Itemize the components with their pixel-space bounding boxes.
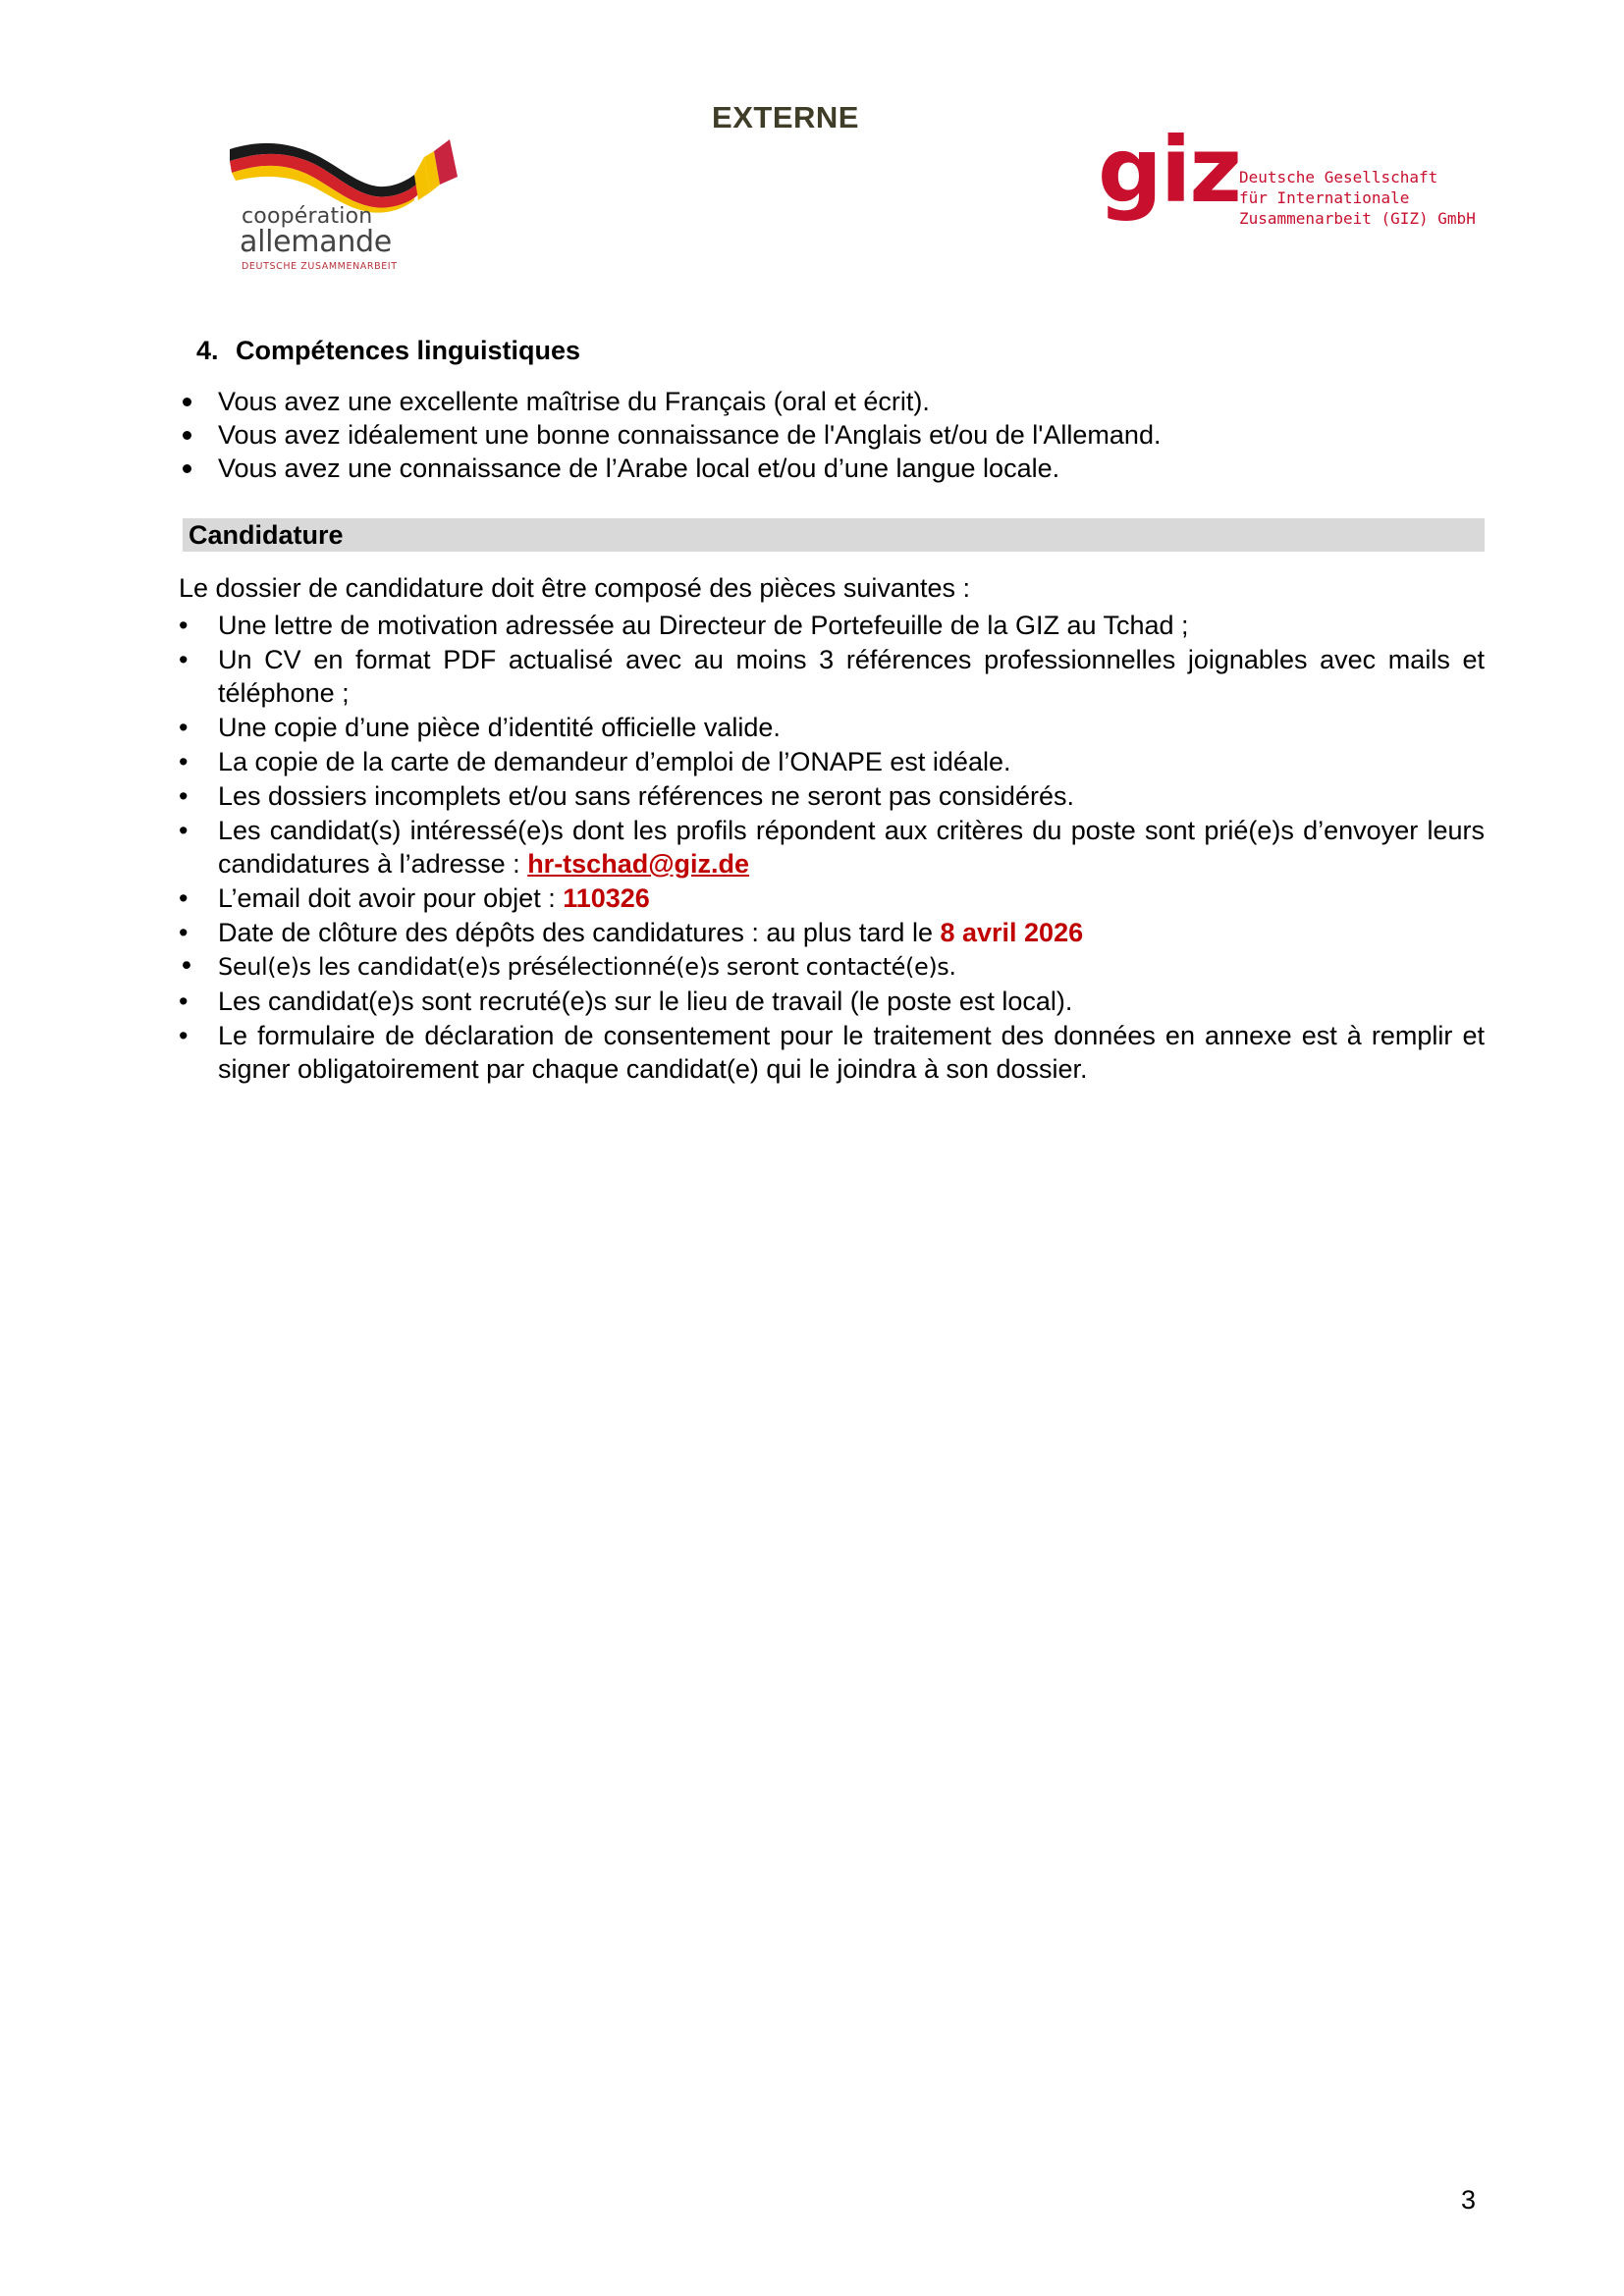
- document-body: [179, 334, 1485, 1087]
- page-number: 3: [1461, 2185, 1477, 2215]
- candidature-heading: Candidature: [183, 518, 1485, 552]
- list-item: [179, 814, 1485, 881]
- list-item: Vous avez idéalement une bonne connaissance de l'Anglais et/ou de l'Allemand.: [179, 418, 1485, 452]
- list-item: • Les candidat(e)s sont recruté(e)s sur le lieu de travail (le poste est local).: [179, 985, 1485, 1018]
- classification-label: EXTERNE: [712, 100, 859, 134]
- list-item: • Une copie d’une pièce d’identité officielle valide.: [179, 711, 1485, 744]
- giz-logo: [1098, 118, 1490, 255]
- email-subject-text: L’email doit avoir pour objet :: [218, 883, 564, 913]
- section-title: Compétences linguistiques: [236, 336, 581, 365]
- list-item: • Les dossiers incomplets et/ou sans références ne seront pas considérés.: [179, 779, 1485, 813]
- giz-line-1: Deutsche Gesellschaft: [1239, 168, 1438, 187]
- list-item: • Seul(e)s les candidat(e)s présélectionné(e)s seront contacté(e)s.: [179, 950, 1485, 984]
- candidature-requirements-list: [179, 609, 1485, 1086]
- giz-line-2: für Internationale: [1239, 188, 1410, 207]
- list-item: [179, 881, 1485, 915]
- application-email-link[interactable]: hr-tschad@giz.de: [527, 849, 750, 879]
- reference-number: 110326: [563, 883, 650, 913]
- giz-wordmark: giz: [1098, 118, 1240, 223]
- deadline-text: Date de clôture des dépôts des candidatures : au plus tard le: [218, 918, 941, 947]
- list-item: Vous avez une connaissance de l’Arabe local et/ou d’une langue locale.: [179, 452, 1485, 485]
- section-number: 4.: [196, 336, 219, 365]
- list-item: • Le formulaire de déclaration de consentement pour le traitement des données en annexe est à remplir et signer obligatoirement par chaque candidat(e) qui le joindra à son dossier.: [179, 1019, 1485, 1086]
- logo-text-deutsche-zusammenarbeit: DEUTSCHE ZUSAMMENARBEIT: [242, 261, 398, 272]
- language-skills-list: [179, 385, 1485, 485]
- list-item: • Un CV en format PDF actualisé avec au moins 3 références professionnelles joignables avec mails et téléphone ;: [179, 643, 1485, 710]
- list-item: Vous avez une excellente maîtrise du Français (oral et écrit).: [179, 385, 1485, 418]
- giz-organization-name: [1239, 167, 1476, 229]
- list-item: [179, 916, 1485, 949]
- candidature-intro: Le dossier de candidature doit être composé des pièces suivantes :: [179, 573, 970, 603]
- cooperation-allemande-logo: [222, 135, 467, 273]
- flag-ribbon-icon: [222, 135, 467, 214]
- deadline-date: 8 avril 2026: [940, 918, 1084, 947]
- section-4-heading: [196, 334, 1485, 367]
- logo-text-cooperation: coopération: [242, 204, 373, 229]
- logo-text-allemande: allemande: [240, 225, 392, 259]
- list-item: • Une lettre de motivation adressée au Directeur de Portefeuille de la GIZ au Tchad ;: [179, 609, 1485, 642]
- list-item: • La copie de la carte de demandeur d’emploi de l’ONAPE est idéale.: [179, 745, 1485, 778]
- application-address-text: Les candidat(s) intéressé(e)s dont les profils répondent aux critères du poste sont prié(e)s d’envoyer leurs candidatures à l’adresse :: [218, 816, 1485, 879]
- giz-line-3: Zusammenarbeit (GIZ) GmbH: [1239, 209, 1476, 228]
